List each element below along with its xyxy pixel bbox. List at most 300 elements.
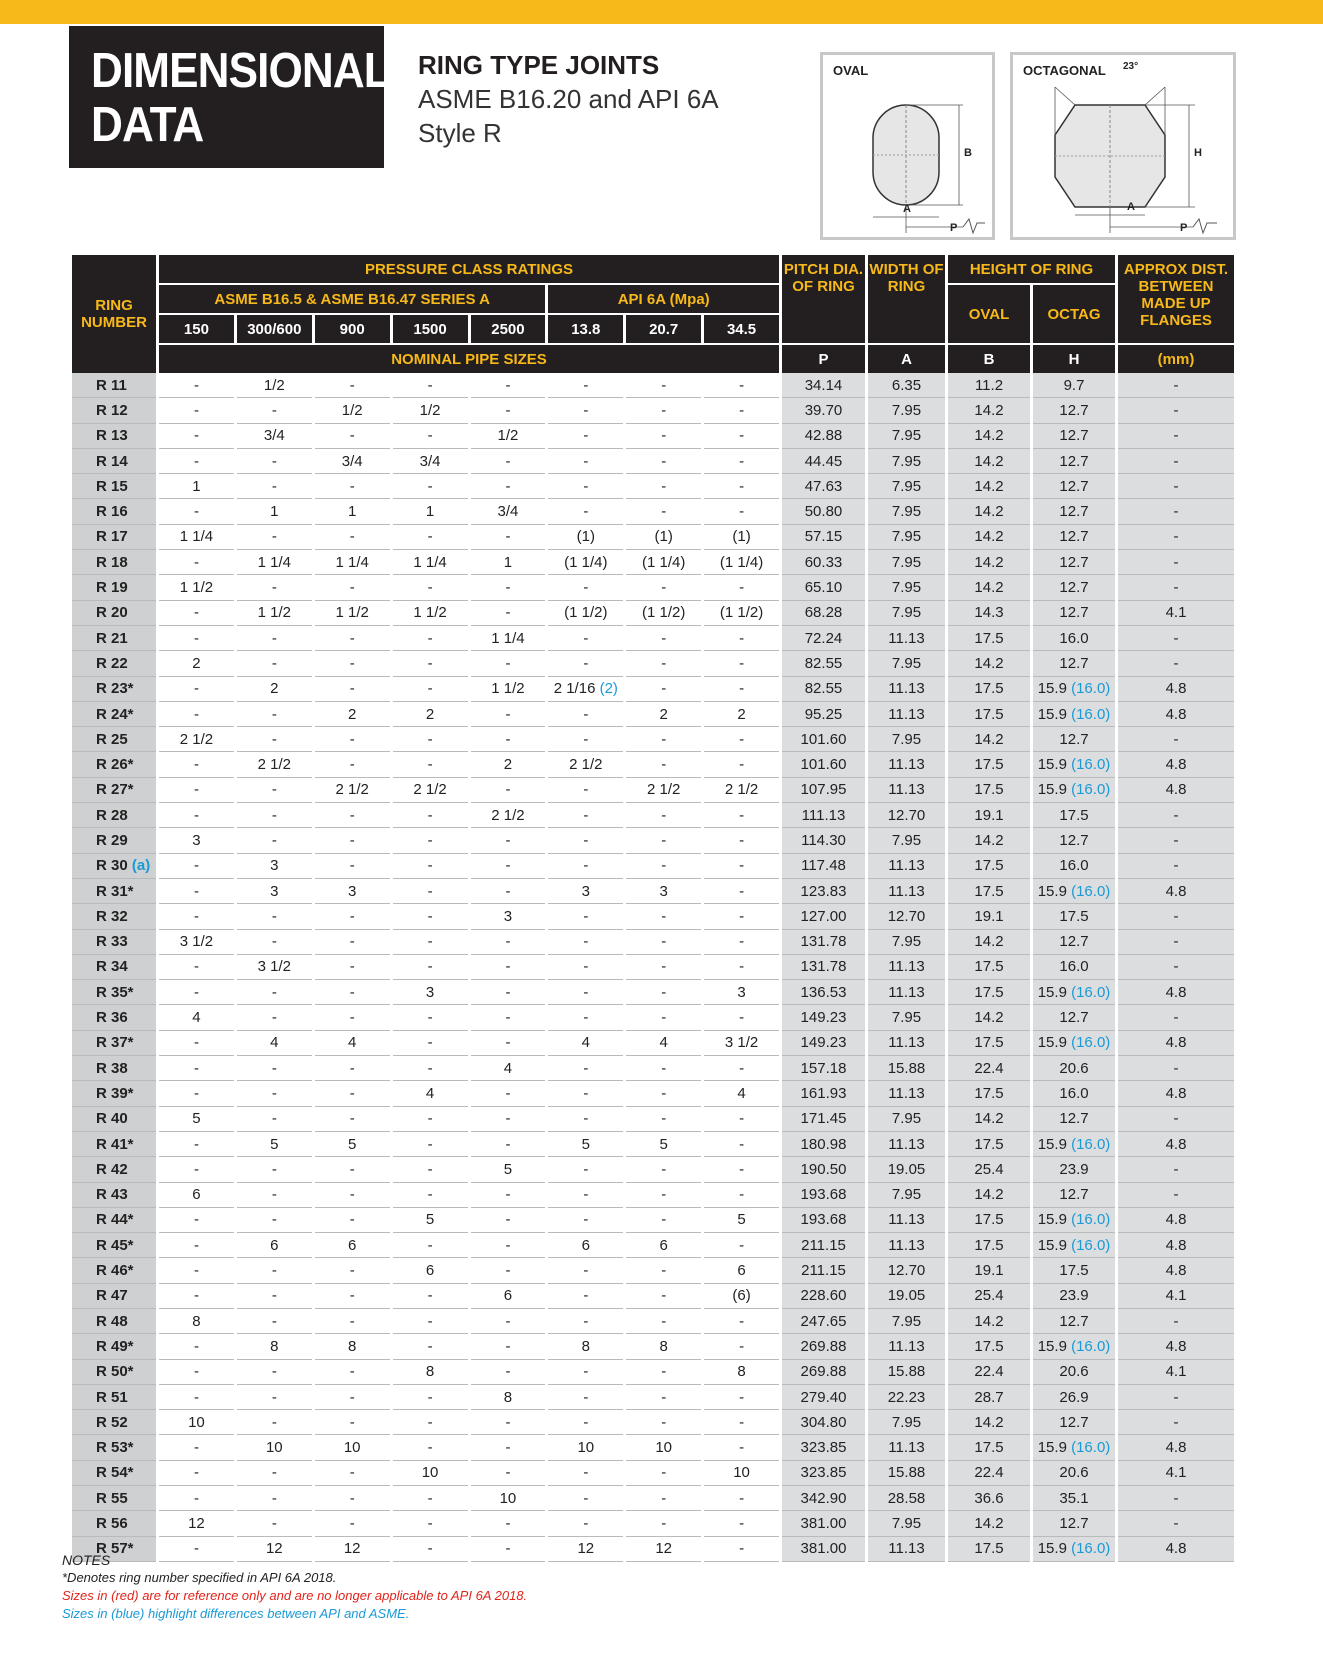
table-cell: 7.95 — [868, 499, 945, 524]
table-cell: 20.6 — [1033, 1461, 1115, 1486]
table-cell: - — [704, 1005, 779, 1030]
table-cell: 17.5 — [1033, 904, 1115, 929]
table-cell: - — [704, 1157, 779, 1182]
table-cell: - — [548, 1258, 623, 1283]
table-cell: - — [548, 373, 623, 398]
table-cell: - — [237, 930, 312, 955]
table-cell: - — [393, 1107, 468, 1132]
table-cell: - — [315, 1081, 390, 1106]
table-cell: - — [315, 474, 390, 499]
header-height: HEIGHT OF RING — [948, 253, 1115, 283]
page-title — [69, 26, 390, 168]
table-cell: - — [159, 752, 234, 777]
table-cell: - — [548, 1081, 623, 1106]
table-cell: - — [548, 499, 623, 524]
table-cell: 14.2 — [948, 930, 1030, 955]
table-cell: - — [548, 955, 623, 980]
cell-value: 15.9 (16.0) — [1037, 983, 1111, 1001]
table-cell: 14.2 — [948, 550, 1030, 575]
ring-number-cell: R 14 — [72, 449, 156, 474]
table-cell: 3 — [315, 879, 390, 904]
table-cell: 4 — [393, 1081, 468, 1106]
table-cell — [1033, 1435, 1115, 1460]
ring-number-cell: R 37* — [72, 1031, 156, 1056]
table-cell: 193.68 — [782, 1183, 865, 1208]
table-row — [72, 854, 1234, 879]
table-cell: 17.5 — [948, 1081, 1030, 1106]
table-cell: 5 — [237, 1132, 312, 1157]
header-ring-number: RING NUMBER — [72, 253, 156, 373]
table-cell: 22.23 — [868, 1385, 945, 1410]
blue-highlight: (16.0) — [1071, 1211, 1111, 1229]
table-cell: 17.5 — [948, 1031, 1030, 1056]
table-cell: - — [548, 398, 623, 423]
table-cell: 11.2 — [948, 373, 1030, 398]
table-cell: 14.2 — [948, 525, 1030, 550]
table-cell: - — [315, 980, 390, 1005]
table-cell: - — [548, 1284, 623, 1309]
table-cell: 10 — [393, 1461, 468, 1486]
table-cell: - — [237, 474, 312, 499]
cell-value: 15.9 (16.0) — [1037, 1337, 1111, 1355]
table-cell: - — [471, 702, 546, 727]
table-row — [72, 1284, 1234, 1309]
table-cell: 3 — [237, 854, 312, 879]
table-cell: - — [237, 904, 312, 929]
blue-highlight: (16.0) — [1071, 1135, 1111, 1153]
table-cell: 34.14 — [782, 373, 865, 398]
table-cell: - — [315, 1183, 390, 1208]
table-cell: - — [393, 1435, 468, 1460]
table-cell: - — [315, 1385, 390, 1410]
table-cell: 12.70 — [868, 904, 945, 929]
table-cell: (1) — [704, 525, 779, 550]
table-cell: - — [626, 1360, 701, 1385]
table-cell: - — [704, 424, 779, 449]
table-cell: 7.95 — [868, 1309, 945, 1334]
table-cell: - — [393, 904, 468, 929]
oval-dim-p: P — [950, 222, 958, 234]
table-cell: 6 — [315, 1233, 390, 1258]
table-row — [72, 474, 1234, 499]
header-class-0: 150 — [159, 313, 234, 343]
table-cell: 6 — [548, 1233, 623, 1258]
table-cell: 16.0 — [1033, 1081, 1115, 1106]
ring-number-cell: R 18 — [72, 550, 156, 575]
table-cell: 12.7 — [1033, 525, 1115, 550]
table-cell: 323.85 — [782, 1435, 865, 1460]
table-cell: - — [393, 474, 468, 499]
table-cell: - — [704, 373, 779, 398]
table-cell: 14.2 — [948, 1005, 1030, 1030]
ring-number-cell: R 36 — [72, 1005, 156, 1030]
table-cell: 7.95 — [868, 575, 945, 600]
table-cell: 47.63 — [782, 474, 865, 499]
table-cell: 7.95 — [868, 651, 945, 676]
table-cell: 180.98 — [782, 1132, 865, 1157]
table-cell: 193.68 — [782, 1208, 865, 1233]
table-cell: - — [393, 1511, 468, 1536]
cell-value: 15.9 (16.0) — [1037, 1540, 1111, 1558]
table-cell: 15.88 — [868, 1461, 945, 1486]
table-cell: - — [315, 1284, 390, 1309]
table-cell: 12 — [626, 1537, 701, 1562]
table-cell: 17.5 — [948, 1334, 1030, 1359]
table-cell: - — [315, 651, 390, 676]
table-cell: 11.13 — [868, 1031, 945, 1056]
table-cell: - — [626, 1410, 701, 1435]
table-row — [72, 1056, 1234, 1081]
table-cell: - — [548, 1208, 623, 1233]
table-cell: 4.8 — [1118, 778, 1234, 803]
table-cell: 1 — [159, 474, 234, 499]
header-pressure-class: PRESSURE CLASS RATINGS — [159, 253, 779, 283]
table-cell: 6 — [393, 1258, 468, 1283]
table-cell: 171.45 — [782, 1107, 865, 1132]
table-row — [72, 575, 1234, 600]
table-cell: - — [315, 1511, 390, 1536]
table-cell: 2 — [704, 702, 779, 727]
table-row — [72, 1233, 1234, 1258]
table-cell: 17.5 — [948, 702, 1030, 727]
table-cell: - — [471, 879, 546, 904]
table-cell: - — [159, 1385, 234, 1410]
table-cell: - — [704, 930, 779, 955]
cell-value: 15.9 (16.0) — [1037, 1211, 1111, 1229]
table-row — [72, 373, 1234, 398]
table-cell: - — [626, 1157, 701, 1182]
table-cell: - — [1118, 955, 1234, 980]
table-cell: - — [548, 651, 623, 676]
header-class-2: 900 — [315, 313, 390, 343]
ring-number-cell: R 45* — [72, 1233, 156, 1258]
table-cell: - — [626, 1461, 701, 1486]
table-cell: - — [1118, 1486, 1234, 1511]
table-cell: - — [548, 803, 623, 828]
table-cell: 323.85 — [782, 1461, 865, 1486]
table-cell: 3 — [704, 980, 779, 1005]
table-cell: 14.2 — [948, 1107, 1030, 1132]
ring-number-cell: R 35* — [72, 980, 156, 1005]
table-cell: - — [237, 626, 312, 651]
table-cell: - — [704, 752, 779, 777]
table-cell: 3/4 — [393, 449, 468, 474]
table-cell: - — [626, 854, 701, 879]
table-cell: - — [315, 854, 390, 879]
table-cell: - — [159, 980, 234, 1005]
table-cell: 11.13 — [868, 626, 945, 651]
table-row — [72, 778, 1234, 803]
table-cell: - — [315, 803, 390, 828]
table-cell: - — [548, 980, 623, 1005]
table-cell: 10 — [471, 1486, 546, 1511]
oval-dim-b: B — [964, 147, 972, 159]
table-cell: 68.28 — [782, 601, 865, 626]
table-cell: - — [626, 1284, 701, 1309]
ring-number-cell: R 12 — [72, 398, 156, 423]
table-cell: - — [237, 828, 312, 853]
table-cell: - — [315, 1107, 390, 1132]
table-cell: - — [1118, 550, 1234, 575]
table-cell: 7.95 — [868, 1183, 945, 1208]
table-cell: - — [626, 373, 701, 398]
table-cell: 12.7 — [1033, 930, 1115, 955]
table-cell: - — [393, 955, 468, 980]
header-p: P — [782, 343, 865, 373]
table-cell: 211.15 — [782, 1258, 865, 1283]
table-cell: - — [626, 828, 701, 853]
table-cell: 3 1/2 — [704, 1031, 779, 1056]
table-cell — [548, 677, 623, 702]
header-oval: OVAL — [948, 283, 1030, 343]
blue-highlight: (16.0) — [1071, 756, 1111, 774]
table-cell — [1033, 1132, 1115, 1157]
table-row — [72, 1486, 1234, 1511]
table-cell: 4.8 — [1118, 1208, 1234, 1233]
table-cell: - — [237, 1309, 312, 1334]
table-cell: - — [626, 1385, 701, 1410]
table-cell: - — [704, 727, 779, 752]
table-cell: 5 — [471, 1157, 546, 1182]
table-cell: 342.90 — [782, 1486, 865, 1511]
cell-value: R 30 (a) — [96, 857, 151, 875]
table-row — [72, 424, 1234, 449]
table-cell: 11.13 — [868, 1233, 945, 1258]
table-cell: - — [704, 1233, 779, 1258]
table-cell: 12.7 — [1033, 1511, 1115, 1536]
table-cell: 16.0 — [1033, 854, 1115, 879]
table-cell: - — [237, 1385, 312, 1410]
header-pitch-dia: PITCH DIA. OF RING — [782, 253, 865, 343]
table-cell: - — [1118, 1511, 1234, 1536]
table-cell: - — [548, 1461, 623, 1486]
table-cell: 5 — [704, 1208, 779, 1233]
table-cell: - — [315, 626, 390, 651]
table-cell: - — [393, 373, 468, 398]
table-cell: 19.05 — [868, 1284, 945, 1309]
table-cell: 4.1 — [1118, 1284, 1234, 1309]
table-cell: - — [159, 1056, 234, 1081]
table-cell: 17.5 — [948, 1208, 1030, 1233]
table-cell: - — [393, 626, 468, 651]
table-row — [72, 550, 1234, 575]
table-cell: 4.8 — [1118, 1233, 1234, 1258]
table-cell: 14.2 — [948, 575, 1030, 600]
table-cell: 149.23 — [782, 1031, 865, 1056]
table-cell: - — [1118, 449, 1234, 474]
cell-value: 15.9 (16.0) — [1037, 1236, 1111, 1254]
table-cell: 5 — [159, 1107, 234, 1132]
table-cell: - — [315, 1360, 390, 1385]
table-row — [72, 398, 1234, 423]
ring-number-cell: R 51 — [72, 1385, 156, 1410]
blue-highlight: (16.0) — [1071, 1337, 1111, 1355]
table-cell: 127.00 — [782, 904, 865, 929]
subtitle-standard: ASME B16.20 and API 6A — [418, 84, 719, 114]
table-cell: - — [1118, 424, 1234, 449]
ring-number-cell: R 40 — [72, 1107, 156, 1132]
note-asterisk: *Denotes ring number specified in API 6A 2018. — [62, 1570, 337, 1585]
table-cell: - — [471, 778, 546, 803]
ring-number-cell: R 15 — [72, 474, 156, 499]
cell-value: 15.9 (16.0) — [1037, 882, 1111, 900]
table-cell: - — [237, 1284, 312, 1309]
table-cell: - — [548, 1183, 623, 1208]
ring-number-cell: R 32 — [72, 904, 156, 929]
ring-number-cell: R 54* — [72, 1461, 156, 1486]
table-cell: 114.30 — [782, 828, 865, 853]
table-cell: - — [393, 879, 468, 904]
table-cell: - — [1118, 1005, 1234, 1030]
table-cell: 3 — [626, 879, 701, 904]
table-cell: - — [315, 1005, 390, 1030]
table-cell: 8 — [159, 1309, 234, 1334]
table-row — [72, 803, 1234, 828]
table-cell: - — [471, 1435, 546, 1460]
table-cell: 11.13 — [868, 778, 945, 803]
table-cell: 22.4 — [948, 1360, 1030, 1385]
ring-number-cell: R 22 — [72, 651, 156, 676]
ring-number-cell: R 17 — [72, 525, 156, 550]
table-cell: 3 — [393, 980, 468, 1005]
table-cell: 17.5 — [948, 1233, 1030, 1258]
table-cell: - — [471, 1208, 546, 1233]
table-cell: 14.2 — [948, 651, 1030, 676]
table-cell: 17.5 — [948, 677, 1030, 702]
table-cell: 16.0 — [1033, 955, 1115, 980]
header-nominal-pipe-sizes: NOMINAL PIPE SIZES — [159, 343, 779, 373]
table-cell: - — [159, 1081, 234, 1106]
table-cell: - — [237, 727, 312, 752]
table-cell: 4.8 — [1118, 1132, 1234, 1157]
table-cell: 14.3 — [948, 601, 1030, 626]
header-b: B — [948, 343, 1030, 373]
table-cell: - — [393, 1385, 468, 1410]
table-cell: - — [393, 1284, 468, 1309]
title-line-2: DATA — [91, 98, 204, 152]
table-cell: - — [548, 1511, 623, 1536]
table-cell: - — [237, 702, 312, 727]
table-cell: 6 — [704, 1258, 779, 1283]
table-row — [72, 1511, 1234, 1536]
note-red: Sizes in (red) are for reference only and are no longer applicable to API 6A 2018. — [62, 1588, 528, 1603]
table-cell: - — [1118, 373, 1234, 398]
table-cell: - — [704, 1385, 779, 1410]
table-cell: - — [704, 1107, 779, 1132]
table-cell: - — [626, 499, 701, 524]
table-row — [72, 930, 1234, 955]
table-cell: 12.7 — [1033, 651, 1115, 676]
table-cell: 17.5 — [948, 1435, 1030, 1460]
table-cell — [1033, 879, 1115, 904]
table-cell: 20.6 — [1033, 1056, 1115, 1081]
table-cell — [1033, 980, 1115, 1005]
table-cell: - — [626, 424, 701, 449]
table-cell: 14.2 — [948, 1309, 1030, 1334]
table-cell: - — [159, 803, 234, 828]
table-cell: - — [159, 1208, 234, 1233]
table-cell: 12.7 — [1033, 1107, 1115, 1132]
table-cell: - — [159, 550, 234, 575]
table-row — [72, 904, 1234, 929]
table-cell: 1 — [237, 499, 312, 524]
table-cell: - — [548, 1309, 623, 1334]
ring-number-cell: R 13 — [72, 424, 156, 449]
header-approx-dist: APPROX DIST. BETWEEN MADE UP FLANGES — [1118, 253, 1234, 343]
table-cell: - — [237, 1056, 312, 1081]
table-cell: - — [704, 1537, 779, 1562]
table-cell: - — [626, 1208, 701, 1233]
table-cell: 60.33 — [782, 550, 865, 575]
top-accent-bar — [0, 0, 1323, 24]
table-cell: 4.8 — [1118, 752, 1234, 777]
table-cell: 44.45 — [782, 449, 865, 474]
table-cell: - — [237, 1360, 312, 1385]
table-cell: 14.2 — [948, 449, 1030, 474]
table-cell: 14.2 — [948, 1183, 1030, 1208]
table-cell: 11.13 — [868, 1208, 945, 1233]
table-cell: 7.95 — [868, 1410, 945, 1435]
table-cell: 3 — [237, 879, 312, 904]
table-cell: - — [159, 955, 234, 980]
table-cell: - — [471, 1258, 546, 1283]
table-cell: 12.7 — [1033, 550, 1115, 575]
table-cell: 12 — [315, 1537, 390, 1562]
table-cell: 2 — [471, 752, 546, 777]
notes-title: NOTES — [62, 1552, 111, 1568]
table-cell: 17.5 — [1033, 803, 1115, 828]
table-cell: - — [237, 1005, 312, 1030]
table-cell: - — [704, 1132, 779, 1157]
ring-number-cell: R 38 — [72, 1056, 156, 1081]
table-cell: - — [471, 575, 546, 600]
table-cell: - — [471, 1107, 546, 1132]
table-cell: 3 — [471, 904, 546, 929]
table-cell: 149.23 — [782, 1005, 865, 1030]
notes-block — [62, 1551, 527, 1623]
table-cell: - — [471, 398, 546, 423]
table-cell: 4 — [315, 1031, 390, 1056]
table-cell: 57.15 — [782, 525, 865, 550]
header-api: API 6A (Mpa) — [548, 283, 779, 313]
table-cell: - — [704, 1056, 779, 1081]
table-cell: 2 — [237, 677, 312, 702]
table-cell: 8 — [237, 1334, 312, 1359]
table-cell: - — [1118, 626, 1234, 651]
header-class-7: 34.5 — [704, 313, 779, 343]
table-cell: - — [548, 1360, 623, 1385]
table-cell: - — [704, 828, 779, 853]
table-cell: - — [159, 1537, 234, 1562]
table-cell: - — [471, 1511, 546, 1536]
header-octag: OCTAG — [1033, 283, 1115, 343]
table-cell: 19.1 — [948, 904, 1030, 929]
dimensional-data-table — [69, 253, 1237, 1562]
table-cell: 14.2 — [948, 1511, 1030, 1536]
table-cell: - — [393, 1233, 468, 1258]
table-cell: 269.88 — [782, 1360, 865, 1385]
blue-highlight: (a) — [131, 857, 151, 875]
table-cell: 1 1/4 — [237, 550, 312, 575]
table-cell: 1 — [471, 550, 546, 575]
table-cell: 8 — [548, 1334, 623, 1359]
table-cell: - — [548, 1157, 623, 1182]
table-cell: - — [1118, 1056, 1234, 1081]
table-cell: 4 — [548, 1031, 623, 1056]
oval-label: OVAL — [833, 63, 869, 78]
table-cell: 12.7 — [1033, 449, 1115, 474]
table-cell: 3 1/2 — [159, 930, 234, 955]
